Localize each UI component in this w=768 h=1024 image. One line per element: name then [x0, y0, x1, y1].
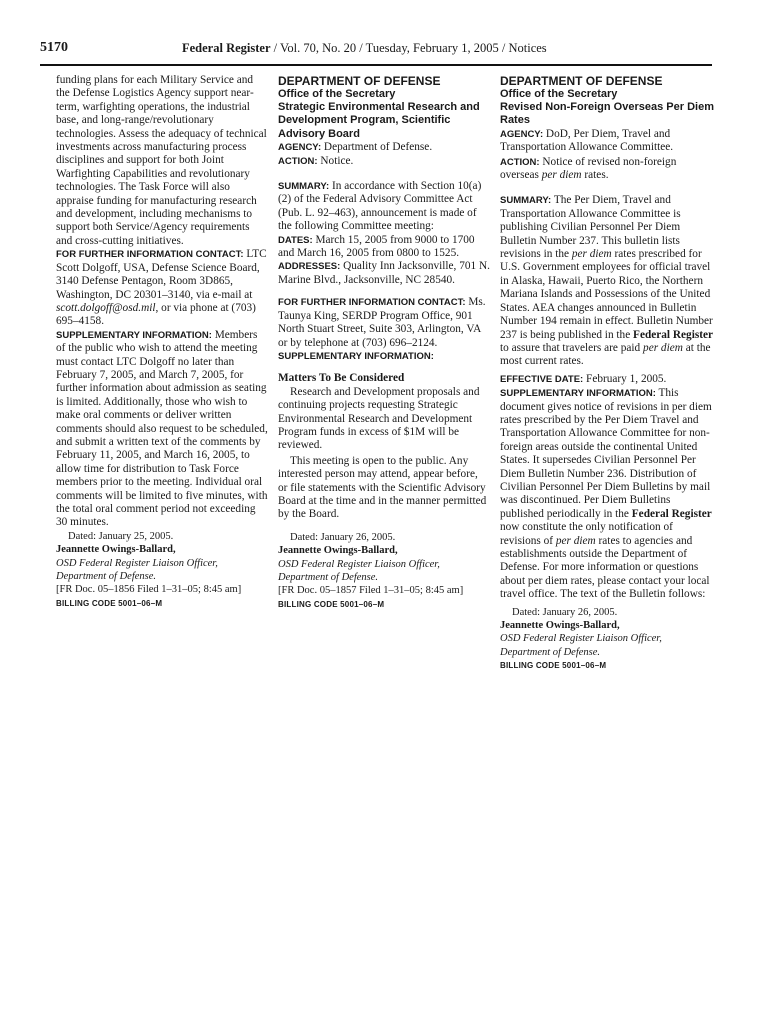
page-number: 5170 — [40, 40, 68, 55]
body-paragraph: Research and Development proposals and continuing projects requesting Strategic Environmental Research and Development Program funds in excess of $1M will be reviewed. — [278, 385, 480, 452]
contact-label: FOR FURTHER INFORMATION CONTACT: — [278, 297, 466, 309]
matters-heading: Matters To Be Considered — [278, 372, 405, 385]
summary-label: SUMMARY: — [278, 181, 330, 193]
body-paragraph: This meeting is open to the public. Any interested person may attend, appear before, or file statements with the Scientific Advisory Board at the time and in the manner permitted by the Board. — [278, 454, 487, 521]
agency-paragraph: AGENCY: Department of Defense. — [278, 141, 433, 154]
billing-code: BILLING CODE 5001–06–M — [56, 598, 163, 608]
billing-code: BILLING CODE 5001–06–M — [500, 661, 607, 671]
office-heading: Office of the Secretary — [278, 88, 396, 100]
fr-doc-line: [FR Doc. 05–1857 Filed 1–31–05; 8:45 am] — [278, 585, 464, 597]
supplementary-label: SUPPLEMENTARY INFORMATION: — [500, 388, 656, 400]
signer-name: Jeannette Owings-Ballard, — [500, 620, 620, 632]
effective-date-paragraph: EFFECTIVE DATE: February 1, 2005. — [500, 372, 667, 385]
summary-label: SUMMARY: — [500, 195, 552, 207]
header-rule — [40, 64, 712, 66]
summary-paragraph: SUMMARY: The Per Diem, Travel and Transportation Allowance Committee is publishing Civilian Personnel Per Diem Bulletin Number 237. This bulletin lists revisions in the per diem rates prescribed for U.S. Government employees for official travel in Alaska, Hawaii, Puerto Rico, the Northern Mariana Islands and Possessions of the United States. AEA changes announced in Bulletin Number 194 remain in effect. Bulletin Number 237 is being published in the Federal Register to assure that travelers are paid per diem at the most current rates. — [500, 194, 714, 368]
summary-paragraph: SUMMARY: In accordance with Section 10(a)(2) of the Federal Advisory Committee Act (Pub. L. 92–463), announcement is made of the following Committee meeting: — [278, 180, 482, 233]
signer-title: OSD Federal Register Liaison Officer, Department of Defense. — [500, 633, 662, 658]
fr-doc-line: [FR Doc. 05–1856 Filed 1–31–05; 8:45 am] — [56, 584, 242, 596]
office-heading: Office of the Secretary — [500, 88, 618, 100]
dated-line: Dated: January 25, 2005. — [68, 530, 174, 542]
supplementary-label-line — [278, 350, 490, 363]
agency-label: AGENCY: — [278, 142, 322, 154]
dates-label: DATES: — [278, 234, 313, 246]
signer-name: Jeannette Owings-Ballard, — [278, 545, 398, 557]
column-3 — [500, 74, 714, 673]
billing-code: BILLING CODE 5001–06–M — [278, 599, 385, 609]
action-paragraph: ACTION: Notice. — [278, 154, 354, 167]
agency-paragraph: AGENCY: DoD, Per Diem, Travel and Transportation Allowance Committee. — [500, 127, 674, 154]
department-heading: DEPARTMENT OF DEFENSE — [500, 74, 663, 88]
continued-text: funding plans for each Military Service and the Defense Logistics Agency support near-term, warfighting operations, the industrial base, and long-range/revolutionary technologies. Assess the adequacy of technical investments across manufacturing process disciplines and support for both Joint Warfighting Capabilities and revolutionary technologies. The Task Force will also appraise funding for manufacturing research and development, including mechanisms to support both Service/Agency requirements and cross-cutting initiatives. — [56, 74, 267, 247]
column-1 — [56, 74, 268, 610]
agency-label: AGENCY: — [500, 128, 544, 140]
dated-line: Dated: January 26, 2005. — [512, 606, 618, 618]
supplementary-label: SUPPLEMENTARY INFORMATION: — [278, 350, 434, 362]
effective-date-label: EFFECTIVE DATE: — [500, 373, 584, 385]
action-label: ACTION: — [500, 156, 540, 168]
department-heading: DEPARTMENT OF DEFENSE — [278, 74, 441, 88]
dates-paragraph: DATES: March 15, 2005 from 9000 to 1700 and March 16, 2005 from 0800 to 1525. — [278, 233, 475, 260]
journal-name: Federal Register — [182, 41, 271, 55]
running-head — [182, 41, 547, 56]
notice-title: Strategic Environmental Research and Development Program, Scientific Advisory Board — [278, 101, 480, 140]
action-paragraph: ACTION: Notice of revised non-foreign overseas per diem rates. — [500, 155, 677, 182]
signer-title: OSD Federal Register Liaison Officer, Department of Defense. — [56, 557, 218, 583]
supplementary-paragraph: SUPPLEMENTARY INFORMATION: This document gives notice of revisions in per diem rates prescribed by the Per Diem Travel and Transportation Allowance Committee for non-foreign areas outside the continental United States. It supersedes Civilian Personnel Per Diem Bulletin Number 236. Distribution of Civilian Personnel Per Diem Bulletins by mail was discontinued. Per Diem Bulletins published periodically in the Federal Register now constitute the only notification of revisions of per diem rates to agencies and establishments outside the Department of Defense. For more information or questions about per diem rates, please contact your local travel office. The text of the Bulletin follows: — [500, 387, 712, 601]
contact-paragraph: FOR FURTHER INFORMATION CONTACT: LTC Scott Dolgoff, USA, Defense Science Board, 3140 Defense Pentagon, Room 3D865, Washington, DC 20301–3140, via e-mail at scott.dolgoff@osd.mil, or via phone at (703) 695–4158. — [56, 248, 267, 328]
supplementary-paragraph: SUPPLEMENTARY INFORMATION: Members of the public who wish to attend the meeting must contact LTC Dolgoff no later than February 7, 2005, and March 7, 2005, for further information about admission as seating is limited. Additionally, those who wish to make oral comments or deliver written comments should also request to be scheduled, and submit a written text of the comments by February 11, 2005, and March 16, 2005, to allow time for distribution to Task Force members prior to the meeting. Individual oral comments will be limited to five minutes, with the total oral comment period not exceeding 30 minutes. — [56, 328, 268, 529]
page-header — [40, 40, 712, 60]
issue-citation: / Vol. 70, No. 20 / Tuesday, February 1, 2005 / Notices — [270, 41, 547, 55]
supplementary-label: SUPPLEMENTARY INFORMATION: — [56, 329, 212, 341]
signer-name: Jeannette Owings-Ballard, — [56, 544, 176, 556]
contact-paragraph: FOR FURTHER INFORMATION CONTACT: Ms. Taunya King, SERDP Program Office, 901 North Stuart Street, Suite 303, Arlington, VA or by telephone at (703) 696–2124. — [278, 296, 486, 349]
dated-line: Dated: January 26, 2005. — [290, 531, 396, 543]
signer-title: OSD Federal Register Liaison Officer, Department of Defense. — [278, 558, 440, 583]
column-2 — [278, 74, 490, 611]
contact-label: FOR FURTHER INFORMATION CONTACT: — [56, 249, 244, 261]
addresses-paragraph: ADDRESSES: Quality Inn Jacksonville, 701 N. Marine Blvd., Jacksonville, NC 28540. — [278, 260, 490, 286]
contact-email: scott.dolgoff@osd.mil — [56, 301, 156, 314]
action-label: ACTION: — [278, 155, 318, 167]
notice-title: Revised Non-Foreign Overseas Per Diem Rates — [500, 101, 714, 127]
addresses-label: ADDRESSES: — [278, 261, 341, 273]
